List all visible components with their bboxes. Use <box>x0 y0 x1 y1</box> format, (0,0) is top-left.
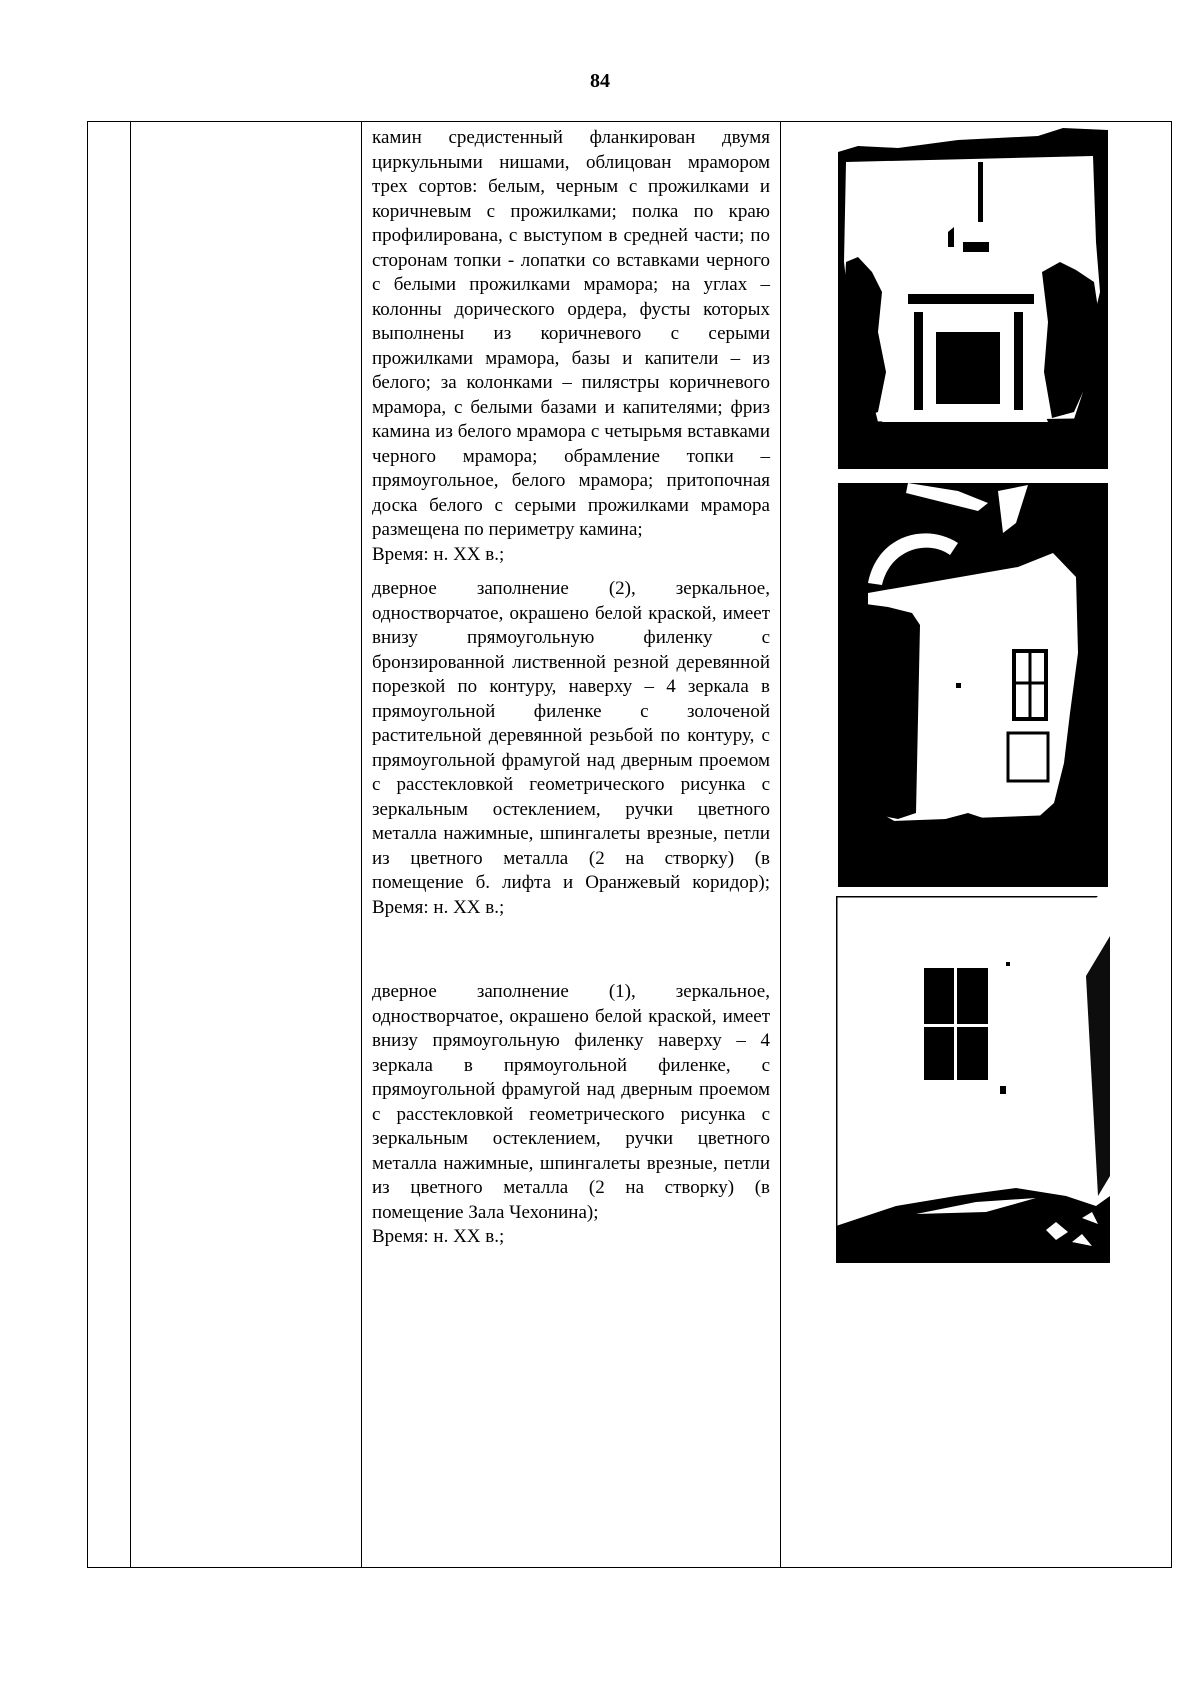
door-1-photo <box>836 896 1110 1263</box>
page-number: 84 <box>590 70 610 92</box>
table-row <box>88 122 1172 1568</box>
entry-fireplace-text: камин средистенный фланкирован двумя циркульными нишами, облицован мрамором трех сортов: белым, черным с прожилками и коричневым с прожилками; полка по краю профилирована, с выступом в средней части; по сторонам топки - лопатки со вставками черного с белыми прожилками мрамора; на углах – колонны дорического ордера, фусты которых выполнены из коричневого с серыми прожилками мрамора, базы и капители – из белого; за колонками – пилястры коричневого мрамора, с белыми базами и капителями; фриз камина из белого мрамора с четырьмя вставками черного мрамора; обрамление топки – прямоугольное, белого мрамора; притопочная доска белого с серыми прожилками мрамора размещена по периметру камина; <box>372 127 770 540</box>
photo-cell <box>781 122 1172 1568</box>
description-cell <box>362 122 781 1568</box>
entry-fireplace-time: Время: н. XX в.; <box>372 543 505 565</box>
name-cell <box>131 122 362 1568</box>
number-cell <box>88 122 131 1568</box>
monument-table <box>87 121 1172 1568</box>
fireplace-photo <box>838 122 1108 469</box>
entry-door-1-time: Время: н. XX в.; <box>372 1226 505 1247</box>
entry-door-2-text: дверное заполнение (2), зеркальное, одностворчатое, окрашено белой краской, имеет внизу прямоугольную филенку с бронзированной лиственной резной деревянной порезкой по контуру, наверху – 4 зеркала в прямоугольной филенке с золоченой растительной деревянной резьбой по контуру, с прямоугольной фрамугой над дверным проемом с расстекловкой геометрического рисунка с зеркальным остеклением, ручки цветного металла нажимные, шпингалеты врезные, петли из цветного металла (2 на створку) (в помещение б. лифта и Оранжевый коридор); Время: н. XX в.; <box>372 578 770 918</box>
door-2-photo <box>838 483 1108 887</box>
entry-door-1-text: дверное заполнение (1), зеркальное, одностворчатое, окрашено белой краской, имеет внизу прямоугольную филенку наверху – 4 зеркала в прямоугольной филенке, с прямоугольной фрамугой над дверным проемом с расстекловкой геометрического рисунка с зеркальным остеклением, ручки цветного металла нажимные, шпингалеты врезные, петли из цветного металла (2 на створку) (в помещение Зала Чехонина); <box>372 981 770 1223</box>
